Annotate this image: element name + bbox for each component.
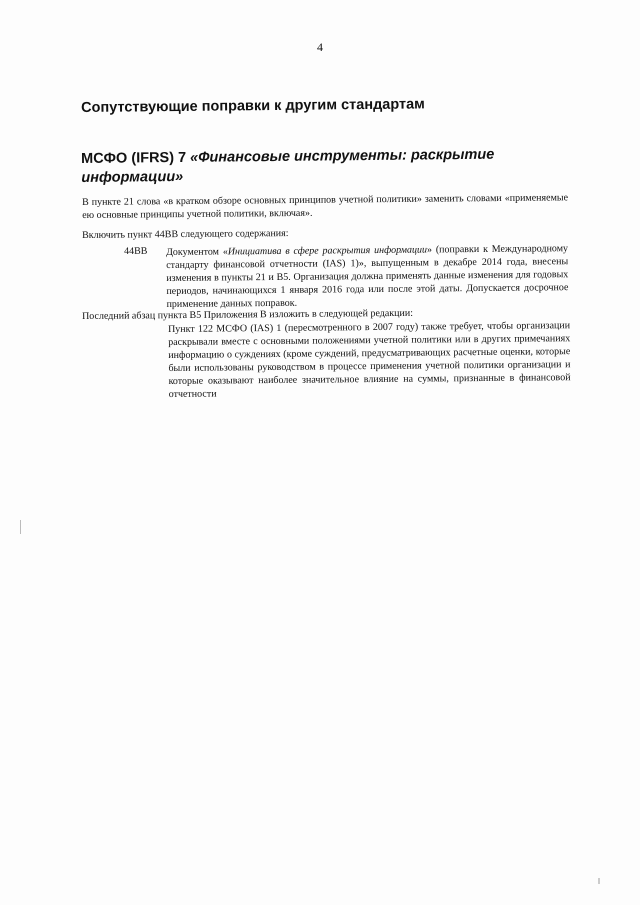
standard-code: МСФО (IFRS) 7	[81, 149, 187, 167]
scan-mark-corner	[598, 878, 600, 884]
scan-mark	[20, 520, 21, 534]
standard-title: «Финансовые инструменты: раскрытие информации»	[81, 146, 495, 186]
standard-heading	[81, 145, 511, 188]
p3-italic-title: Инициатива в сфере раскрытия информации	[227, 244, 428, 258]
paragraph-b5-intro: Последний абзац пункта В5 Приложения В изложить в следующей редакции:	[82, 307, 414, 322]
section-heading: Сопутствующие поправки к другим стандартам	[81, 96, 425, 116]
amendment-number: 44ВВ	[124, 245, 148, 257]
p3-after: » (поправки к Международному стандарту финансовой отчетности (IAS) 1)», выпущенным в декабре 2014 года, внесены изменения в пункты 21 и В5. Организация должна применять данные изменения для годовых периодов, начинающихся 1 января 2016 года или после этой даты. Допускается досрочное применение данных поправок.	[166, 243, 569, 310]
paragraph-amend-21: В пункте 21 слова «в кратком обзоре основных принципов учетной политики» заменить словами «применяемые ею основные принципы учетной политики, включая».	[82, 192, 569, 221]
p3-before: Документом «	[166, 246, 228, 258]
page-number: 4	[317, 40, 323, 54]
paragraph-b5-text: Пункт 122 МСФО (IAS) 1 (пересмотренного в 2007 году) также требует, чтобы организации раскрывали вместе с основными положениями учетной политики или в других примечаниях информацию о суждениях (кроме суждений, предусматривающих расчетные оценки, которые были использованы руководством в процессе применения учетной политики организации и которые оказывают наиболее значительное влияние на суммы, признанные в финансовой отчетности	[168, 320, 571, 400]
paragraph-44bb-text	[166, 242, 569, 311]
paragraph-include-44bb: Включить пункт 44ВВ следующего содержания:	[82, 228, 289, 241]
